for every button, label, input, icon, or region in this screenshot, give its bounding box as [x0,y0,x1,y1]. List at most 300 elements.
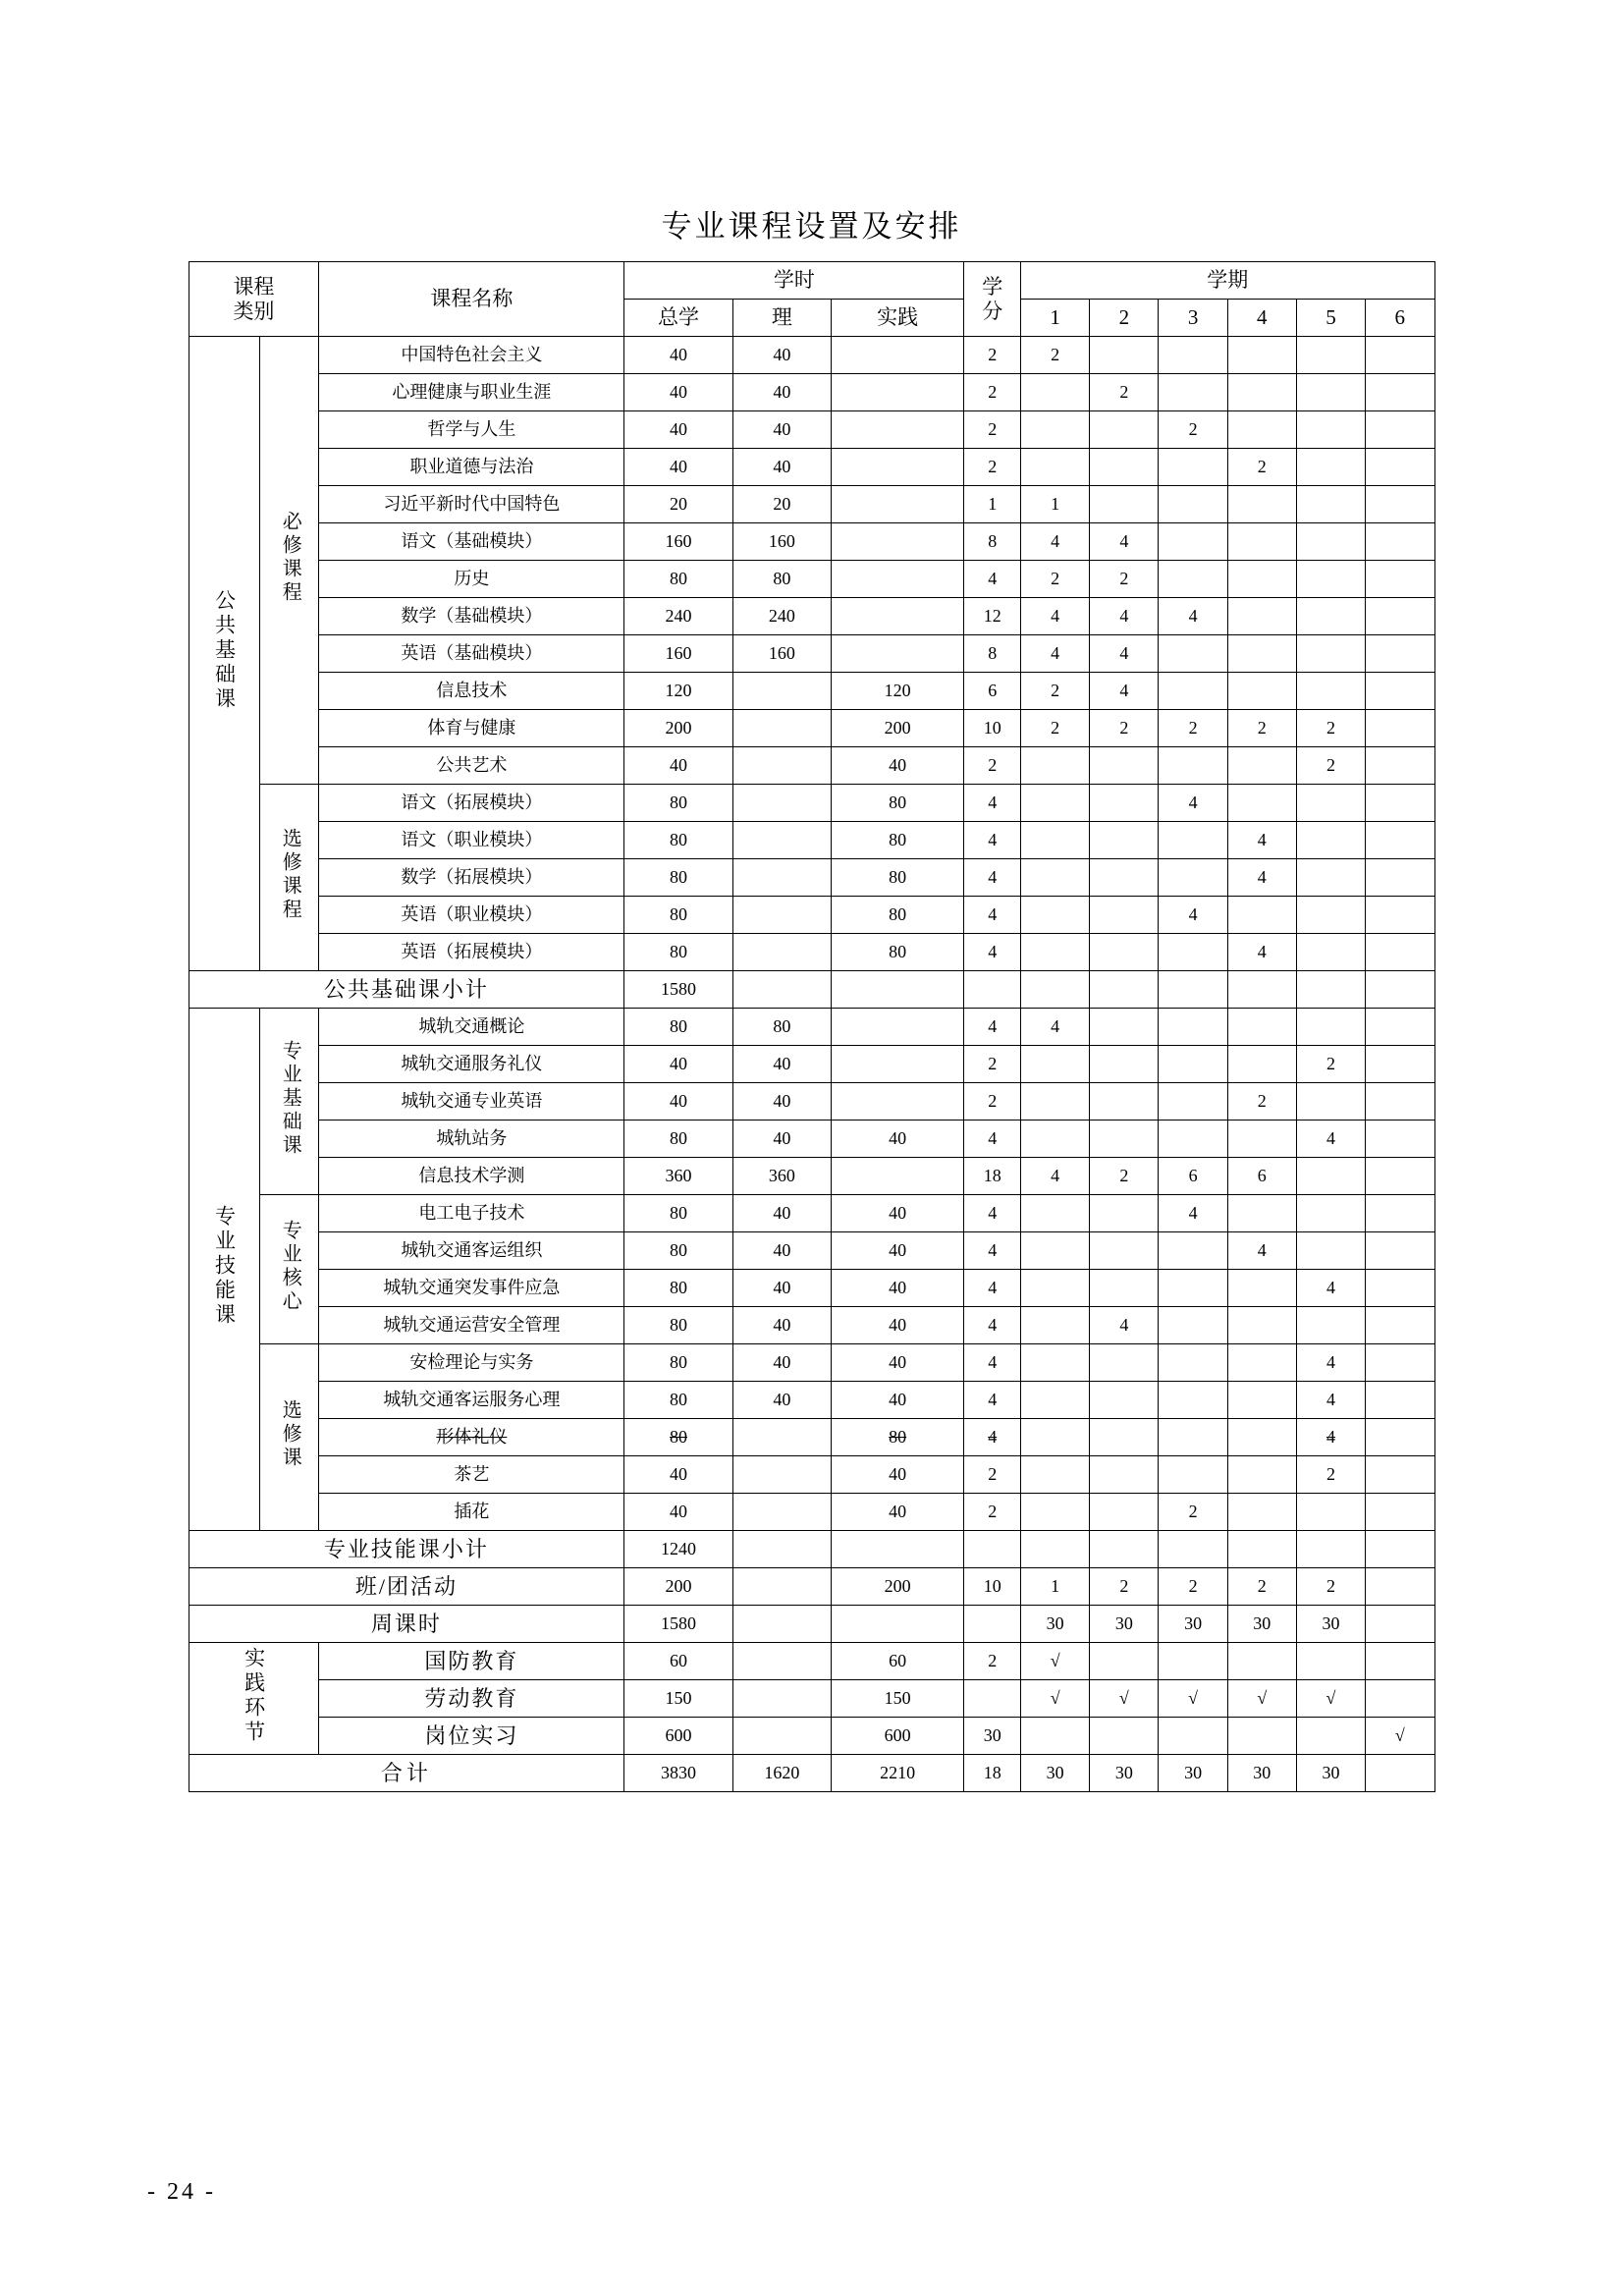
hours-total: 40 [624,747,732,785]
term-5 [1296,337,1365,374]
term-4 [1227,486,1296,523]
hours-practice [831,561,963,598]
term-1 [1021,1270,1090,1307]
hours-total: 80 [624,1382,732,1419]
page-title: 专业课程设置及安排 [661,209,962,244]
hours-total: 80 [624,561,732,598]
table-row [189,1382,1434,1419]
term-4 [1227,1270,1296,1307]
table-row [189,374,1434,411]
term-1 [1021,1456,1090,1494]
table-row [189,635,1434,673]
class-activity-row [189,1568,1434,1606]
term-5: 4 [1296,1344,1365,1382]
term-5 [1296,785,1365,822]
term-2 [1090,1643,1159,1680]
term-4 [1227,785,1296,822]
term-6 [1366,1382,1434,1419]
header-category-line1: 课程 [233,275,275,300]
term-1 [1021,1531,1090,1568]
course-name: 哲学与人生 [319,411,624,449]
table-row [189,411,1434,449]
credit: 4 [964,934,1021,971]
term-4: 4 [1227,822,1296,859]
subtotal-public-row [189,971,1434,1009]
table-row [189,822,1434,859]
hours-practice [831,1046,963,1083]
hours-total: 40 [624,1494,732,1531]
term-4: √ [1227,1680,1296,1718]
term-2 [1090,934,1159,971]
course-name: 公共艺术 [319,747,624,785]
term-4: 2 [1227,1083,1296,1121]
class-activity-total: 200 [624,1568,732,1606]
table-row [189,710,1434,747]
subtotal-skill-total: 1240 [624,1531,732,1568]
subtotal-public-total: 1580 [624,971,732,1009]
term-2: 30 [1090,1606,1159,1643]
course-name: 国防教育 [319,1643,624,1680]
credit: 4 [964,859,1021,897]
term-4 [1227,747,1296,785]
hours-practice: 40 [831,1232,963,1270]
table-header-row-1 [189,262,1434,300]
term-6 [1366,1531,1434,1568]
header-category-line2: 类别 [233,299,275,323]
hours-theory: 20 [732,486,831,523]
table-row [189,1456,1434,1494]
term-6 [1366,1270,1434,1307]
header-term-1: 1 [1021,300,1090,337]
header-term-5: 5 [1296,300,1365,337]
hours-theory [732,747,831,785]
term-2 [1090,411,1159,449]
term-5 [1296,486,1365,523]
term-4: 2 [1227,449,1296,486]
term-5: 4 [1296,1270,1365,1307]
course-name: 插花 [319,1494,624,1531]
table-row [189,747,1434,785]
term-2 [1090,1531,1159,1568]
term-1: 4 [1021,523,1090,561]
hours-total: 40 [624,337,732,374]
term-6 [1366,747,1434,785]
hours-practice: 80 [831,897,963,934]
hours-total: 40 [624,1046,732,1083]
hours-total: 160 [624,523,732,561]
hours-theory: 40 [732,1307,831,1344]
term-4 [1227,1419,1296,1456]
hours-practice: 600 [831,1718,963,1755]
term-6 [1366,374,1434,411]
term-5 [1296,1009,1365,1046]
term-2 [1090,1195,1159,1232]
subcategory-required: 必修课程 [260,337,319,785]
credit: 10 [964,710,1021,747]
hours-theory [732,822,831,859]
term-6 [1366,1344,1434,1382]
term-1 [1021,1083,1090,1121]
header-hours-total: 总学 [624,300,732,337]
term-6 [1366,1195,1434,1232]
term-3: 30 [1159,1755,1227,1792]
term-3 [1159,1232,1227,1270]
hours-total: 40 [624,374,732,411]
term-5 [1296,374,1365,411]
course-name: 形体礼仪 [319,1419,624,1456]
term-1 [1021,859,1090,897]
hours-theory: 40 [732,1121,831,1158]
term-6 [1366,1009,1434,1046]
hours-total: 40 [624,1083,732,1121]
total-row [189,1755,1434,1792]
table-row [189,1718,1434,1755]
term-3 [1159,374,1227,411]
hours-total: 160 [624,635,732,673]
hours-practice [831,1083,963,1121]
term-6 [1366,673,1434,710]
weekly-hours-total: 1580 [624,1606,732,1643]
table-row [189,561,1434,598]
term-2 [1090,1083,1159,1121]
term-2 [1090,822,1159,859]
hours-practice [831,486,963,523]
term-1 [1021,1121,1090,1158]
table-row [189,1270,1434,1307]
total-practice: 2210 [831,1755,963,1792]
table-row [189,1046,1434,1083]
hours-practice: 80 [831,859,963,897]
course-name: 电工电子技术 [319,1195,624,1232]
term-2 [1090,1344,1159,1382]
term-1: √ [1021,1680,1090,1718]
hours-practice: 40 [831,1307,963,1344]
term-2: 4 [1090,523,1159,561]
term-3 [1159,337,1227,374]
table-row [189,1158,1434,1195]
term-3 [1159,1344,1227,1382]
hours-total: 200 [624,710,732,747]
subtotal-skill-credit [964,1531,1021,1568]
course-name: 信息技术 [319,673,624,710]
term-4 [1227,673,1296,710]
hours-practice [831,1158,963,1195]
term-5 [1296,411,1365,449]
weekly-hours-theory [732,1606,831,1643]
hours-total: 20 [624,486,732,523]
term-3 [1159,449,1227,486]
term-4: 4 [1227,1232,1296,1270]
course-name: 习近平新时代中国特色 [319,486,624,523]
header-category [189,262,319,337]
term-5 [1296,449,1365,486]
term-3: 4 [1159,785,1227,822]
term-1 [1021,822,1090,859]
credit: 2 [964,337,1021,374]
credit: 2 [964,1643,1021,1680]
term-3 [1159,1270,1227,1307]
page-number: - 24 - [147,2179,216,2205]
term-1 [1021,1494,1090,1531]
course-name: 语文（基础模块） [319,523,624,561]
term-6 [1366,859,1434,897]
header-hours: 学时 [624,262,964,300]
hours-theory [732,1643,831,1680]
hours-practice: 80 [831,934,963,971]
hours-practice [831,411,963,449]
header-hours-practice: 实践 [831,300,963,337]
course-name: 安检理论与实务 [319,1344,624,1382]
term-5 [1296,635,1365,673]
term-1: √ [1021,1643,1090,1680]
table-row [189,1009,1434,1046]
subtotal-skill-practice [831,1531,963,1568]
term-3 [1159,822,1227,859]
hours-total: 600 [624,1718,732,1755]
term-3 [1159,635,1227,673]
term-2 [1090,1046,1159,1083]
term-3 [1159,1121,1227,1158]
credit: 6 [964,673,1021,710]
term-1: 4 [1021,635,1090,673]
hours-total: 80 [624,1009,732,1046]
table-row [189,486,1434,523]
credit: 2 [964,1046,1021,1083]
term-2 [1090,1718,1159,1755]
term-1 [1021,411,1090,449]
term-6 [1366,710,1434,747]
term-4: 6 [1227,1158,1296,1195]
term-4 [1227,1344,1296,1382]
hours-practice [831,337,963,374]
course-schedule-table [189,261,1435,1792]
term-2: 2 [1090,1158,1159,1195]
term-4: 2 [1227,1568,1296,1606]
term-4 [1227,1494,1296,1531]
term-3: 2 [1159,1568,1227,1606]
term-1: 30 [1021,1606,1090,1643]
credit: 2 [964,374,1021,411]
hours-theory: 40 [732,1232,831,1270]
term-5 [1296,1083,1365,1121]
course-name: 城轨交通运营安全管理 [319,1307,624,1344]
course-name: 岗位实习 [319,1718,624,1755]
subtotal-public-practice [831,971,963,1009]
term-2: 4 [1090,1307,1159,1344]
hours-practice: 80 [831,785,963,822]
term-3 [1159,673,1227,710]
term-5 [1296,598,1365,635]
term-6 [1366,1083,1434,1121]
header-credit-line1: 学 [982,275,1003,300]
term-5 [1296,1643,1365,1680]
hours-total: 80 [624,1344,732,1382]
hours-practice [831,598,963,635]
hours-total: 40 [624,449,732,486]
subtotal-skill-theory [732,1531,831,1568]
term-1: 2 [1021,337,1090,374]
term-6 [1366,598,1434,635]
course-name: 信息技术学测 [319,1158,624,1195]
term-5 [1296,1232,1365,1270]
table-row [189,523,1434,561]
term-5: 2 [1296,1456,1365,1494]
hours-total: 80 [624,1232,732,1270]
course-name: 城轨交通专业英语 [319,1083,624,1121]
term-3: 30 [1159,1606,1227,1643]
term-3 [1159,1419,1227,1456]
term-3 [1159,934,1227,971]
term-4: 4 [1227,859,1296,897]
hours-practice: 40 [831,1121,963,1158]
course-name: 心理健康与职业生涯 [319,374,624,411]
term-4 [1227,374,1296,411]
hours-practice: 40 [831,1382,963,1419]
hours-theory [732,1456,831,1494]
credit: 2 [964,747,1021,785]
term-1 [1021,785,1090,822]
term-3: 6 [1159,1158,1227,1195]
header-hours-theory: 理 [732,300,831,337]
hours-theory [732,1680,831,1718]
course-name: 城轨交通概论 [319,1009,624,1046]
subtotal-public-theory [732,971,831,1009]
credit: 4 [964,1270,1021,1307]
total-label: 合计 [189,1755,624,1792]
course-name: 数学（基础模块） [319,598,624,635]
hours-theory: 40 [732,411,831,449]
term-3 [1159,1718,1227,1755]
hours-total: 120 [624,673,732,710]
term-6 [1366,897,1434,934]
course-name: 城轨交通客运组织 [319,1232,624,1270]
credit: 4 [964,1344,1021,1382]
credit: 4 [964,785,1021,822]
hours-total: 80 [624,785,732,822]
term-3 [1159,1456,1227,1494]
hours-total: 360 [624,1158,732,1195]
hours-theory [732,897,831,934]
credit: 8 [964,635,1021,673]
hours-practice: 40 [831,1270,963,1307]
table-row [189,673,1434,710]
hours-theory [732,934,831,971]
table-row [189,1344,1434,1382]
term-4 [1227,1718,1296,1755]
course-name: 劳动教育 [319,1680,624,1718]
term-4 [1227,411,1296,449]
hours-total: 40 [624,411,732,449]
term-4 [1227,1531,1296,1568]
hours-theory [732,1494,831,1531]
hours-total: 80 [624,1419,732,1456]
hours-practice [831,449,963,486]
credit: 2 [964,411,1021,449]
term-5 [1296,1195,1365,1232]
course-name: 语文（职业模块） [319,822,624,859]
hours-practice: 40 [831,1494,963,1531]
hours-theory: 40 [732,1195,831,1232]
term-2 [1090,859,1159,897]
subcategory-skill-basic: 专业基础课 [260,1009,319,1195]
term-5: √ [1296,1680,1365,1718]
term-2: 30 [1090,1755,1159,1792]
term-4 [1227,1121,1296,1158]
credit: 4 [964,561,1021,598]
weekly-hours-row [189,1606,1434,1643]
hours-practice [831,1009,963,1046]
hours-total: 80 [624,1270,732,1307]
credit: 4 [964,1382,1021,1419]
credit: 4 [964,1307,1021,1344]
term-2 [1090,1232,1159,1270]
term-1 [1021,1419,1090,1456]
term-3 [1159,1046,1227,1083]
hours-practice: 200 [831,710,963,747]
table-row [189,1083,1434,1121]
term-5: 4 [1296,1121,1365,1158]
term-6: √ [1366,1718,1434,1755]
term-6 [1366,1307,1434,1344]
total-theory: 1620 [732,1755,831,1792]
term-2 [1090,486,1159,523]
hours-practice: 80 [831,822,963,859]
course-name: 城轨交通客运服务心理 [319,1382,624,1419]
term-1: 2 [1021,561,1090,598]
term-2 [1090,1270,1159,1307]
hours-total: 80 [624,1307,732,1344]
hours-practice [831,374,963,411]
hours-theory: 80 [732,561,831,598]
term-5 [1296,1307,1365,1344]
term-3 [1159,1531,1227,1568]
term-3 [1159,486,1227,523]
hours-theory [732,1718,831,1755]
term-5: 2 [1296,1568,1365,1606]
term-5: 2 [1296,1046,1365,1083]
table-row [189,1121,1434,1158]
term-6 [1366,934,1434,971]
term-4 [1227,635,1296,673]
term-1 [1021,1344,1090,1382]
term-4: 4 [1227,934,1296,971]
term-1 [1021,747,1090,785]
term-5 [1296,1531,1365,1568]
table-row [189,1419,1434,1456]
subcategory-skill-core: 专业核心 [260,1195,319,1344]
term-3 [1159,561,1227,598]
hours-total: 80 [624,1195,732,1232]
term-2 [1090,1494,1159,1531]
hours-theory [732,673,831,710]
term-2 [1090,1009,1159,1046]
term-6 [1366,1643,1434,1680]
term-3: 2 [1159,710,1227,747]
term-6 [1366,411,1434,449]
term-5 [1296,822,1365,859]
term-3 [1159,859,1227,897]
term-3 [1159,1643,1227,1680]
term-1: 4 [1021,1009,1090,1046]
hours-practice [831,635,963,673]
hours-total: 240 [624,598,732,635]
term-2: 4 [1090,673,1159,710]
hours-theory: 40 [732,374,831,411]
term-4 [1227,1643,1296,1680]
term-6 [1366,1755,1434,1792]
term-6 [1366,1606,1434,1643]
term-2 [1090,897,1159,934]
